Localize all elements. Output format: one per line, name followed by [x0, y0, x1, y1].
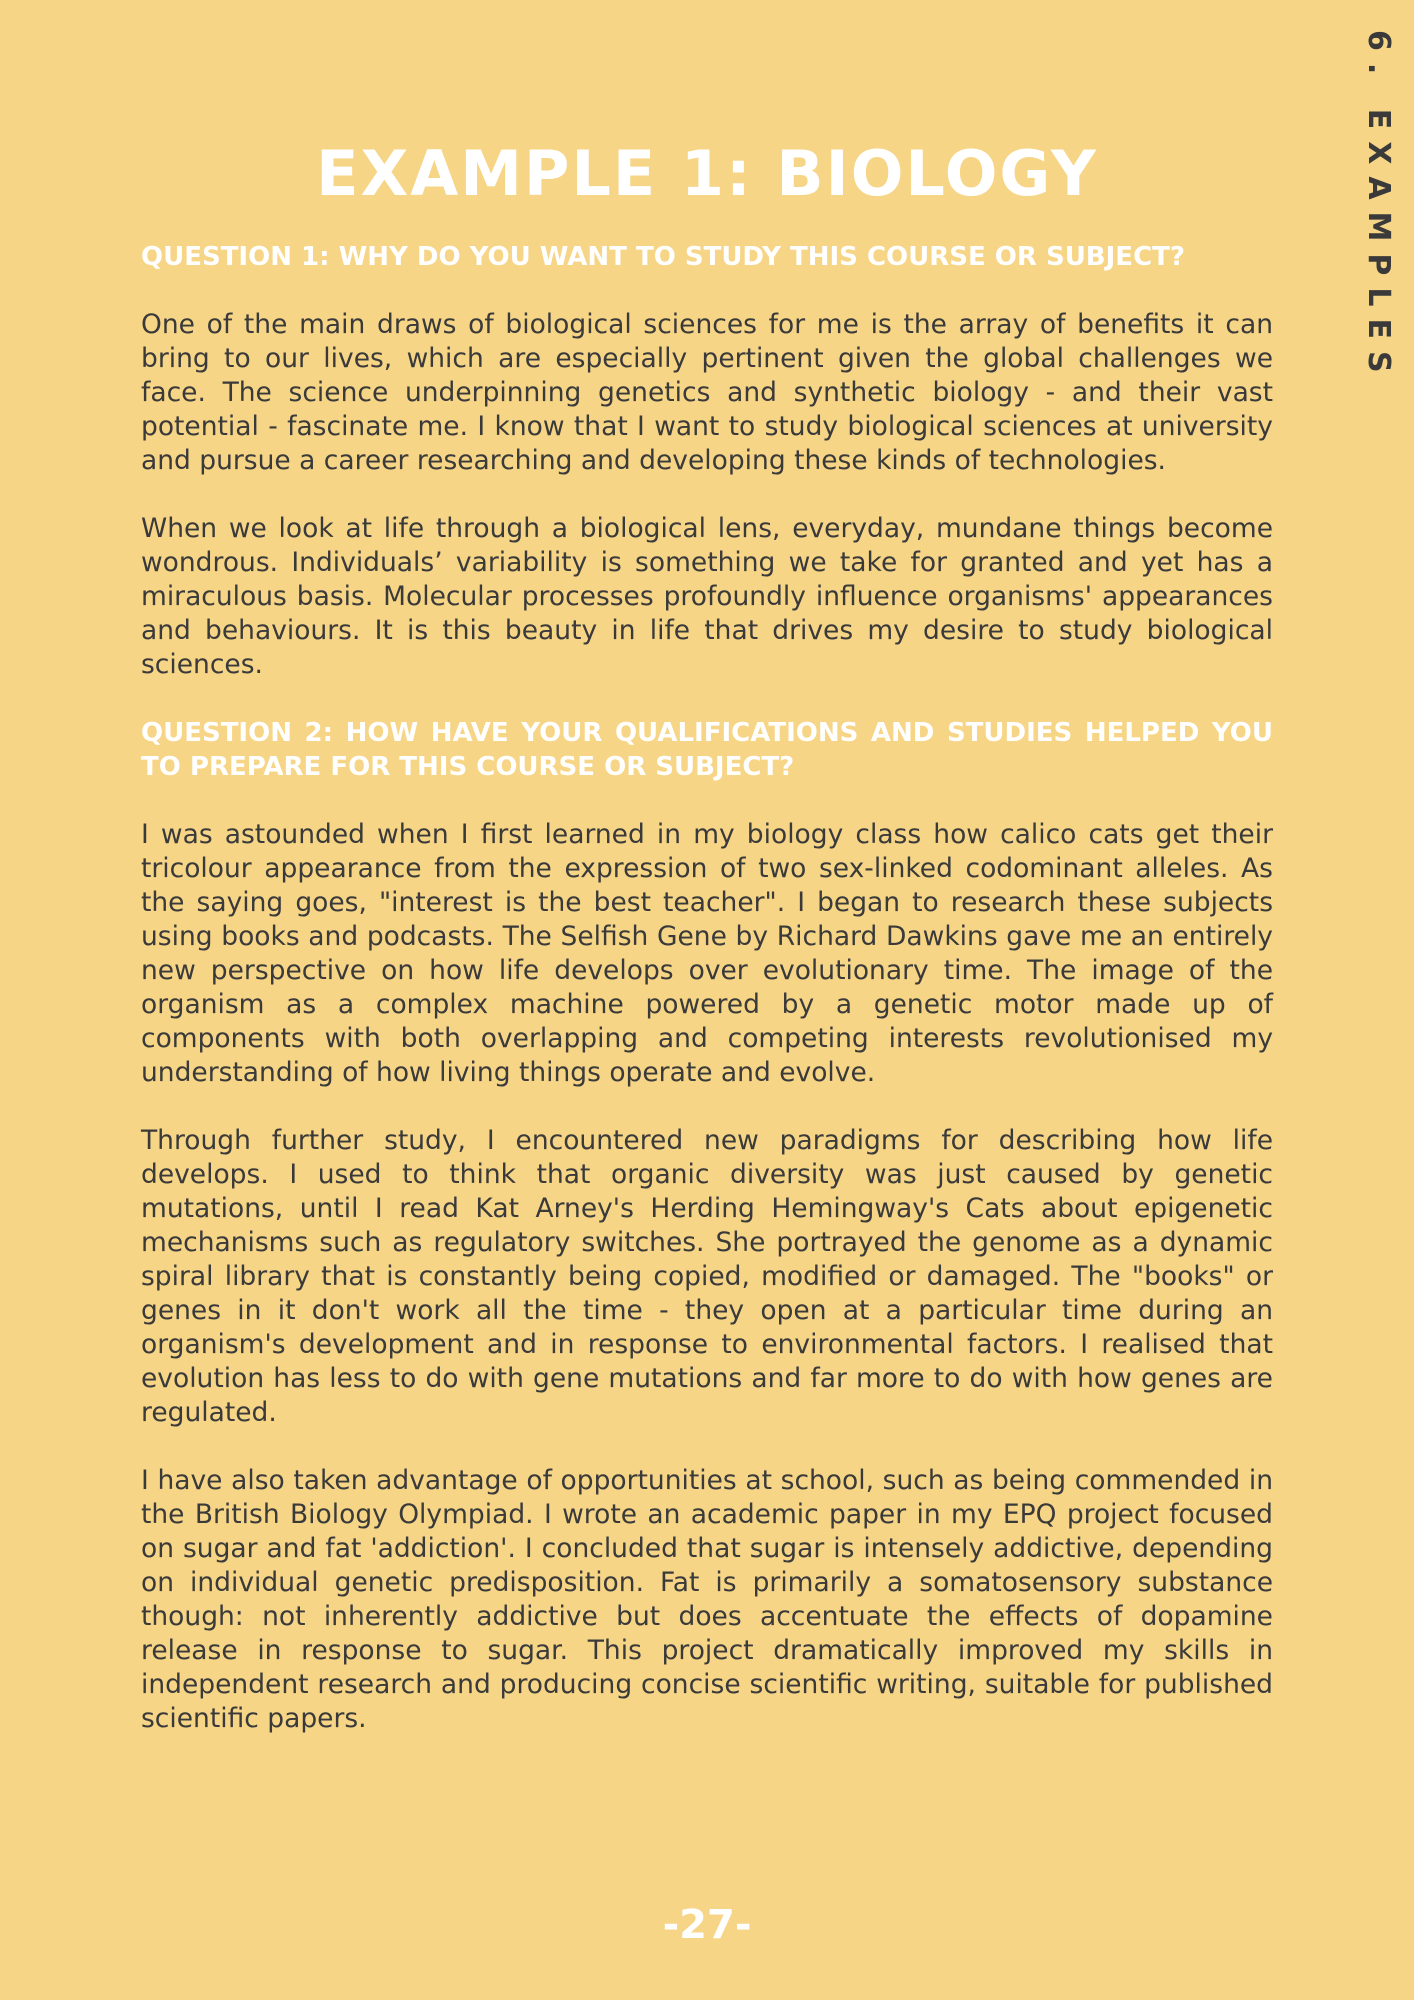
question-2-paragraph-3: I have also taken advantage of opportunities at school, such as being commended in the British Biology Olympiad. I wrote an academic paper in my EPQ project focused on sugar and fat 'addiction'. I concluded that sugar is intensely addictive, depending on individual genetic predisposition. Fat is primarily a somatosensory substance though: not inherently addictive but does accentuate the effects of dopamine release in response to sugar. This project dramatically improved my skills in independent research and producing concise scientific writing, suitable for published scientific papers.	[141, 1465, 1273, 1735]
page-number: -27-	[662, 1902, 752, 1948]
page-title: EXAMPLE 1: BIOLOGY	[316, 137, 1098, 210]
question-2-heading: QUESTION 2: HOW HAVE YOUR QUALIFICATIONS AND STUDIES HELPED YOU TO PREPARE FOR THIS COURSE OR SUBJECT?	[141, 718, 1273, 783]
question-1-heading: QUESTION 1: WHY DO YOU WANT TO STUDY THIS COURSE OR SUBJECT?	[141, 242, 1185, 273]
question-2-paragraph-2: Through further study, I encountered new paradigms for describing how life develops. I used to think that organic diversity was just caused by genetic mutations, until I read Kat Arney's Herding Hemingway's Cats about epigenetic mechanisms such as regulatory switches. She portrayed the genome as a dynamic spiral library that is constantly being copied, modified or damaged. The "books" or genes in it don't work all the time - they open at a particular time during an organism's development and in response to environmental factors. I realised that evolution has less to do with gene mutations and far more to do with how genes are regulated.	[141, 1125, 1273, 1429]
section-side-tab	[1356, 30, 1396, 390]
question-2-paragraph-1: I was astounded when I first learned in my biology class how calico cats get their tricolour appearance from the expression of two sex-linked codominant alleles. As the saying goes, "interest is the best teacher". I began to research these subjects using books and podcasts. The Selfish Gene by Richard Dawkins gave me an entirely new perspective on how life develops over evolutionary time. The image of the organism as a complex machine powered by a genetic motor made up of components with both overlapping and competing interests revolutionised my understanding of how living things operate and evolve.	[141, 819, 1273, 1089]
question-1-paragraph-2: When we look at life through a biological lens, everyday, mundane things become wondrous. Individuals’ variability is something we take for granted and yet has a miraculous basis. Molecular processes profoundly influence organisms' appearances and behaviours. It is this beauty in life that drives my desire to study biological sciences.	[141, 513, 1273, 681]
section-side-tab-label: 6. EXAMPLES	[1361, 30, 1396, 385]
page-content	[141, 137, 1273, 1770]
question-1-paragraph-1: One of the main draws of biological sciences for me is the array of benefits it can bring to our lives, which are especially pertinent given the global challenges we face. The science underpinning genetics and synthetic biology - and their vast potential - fascinate me. I know that I want to study biological sciences at university and pursue a career researching and developing these kinds of technologies.	[141, 309, 1273, 477]
